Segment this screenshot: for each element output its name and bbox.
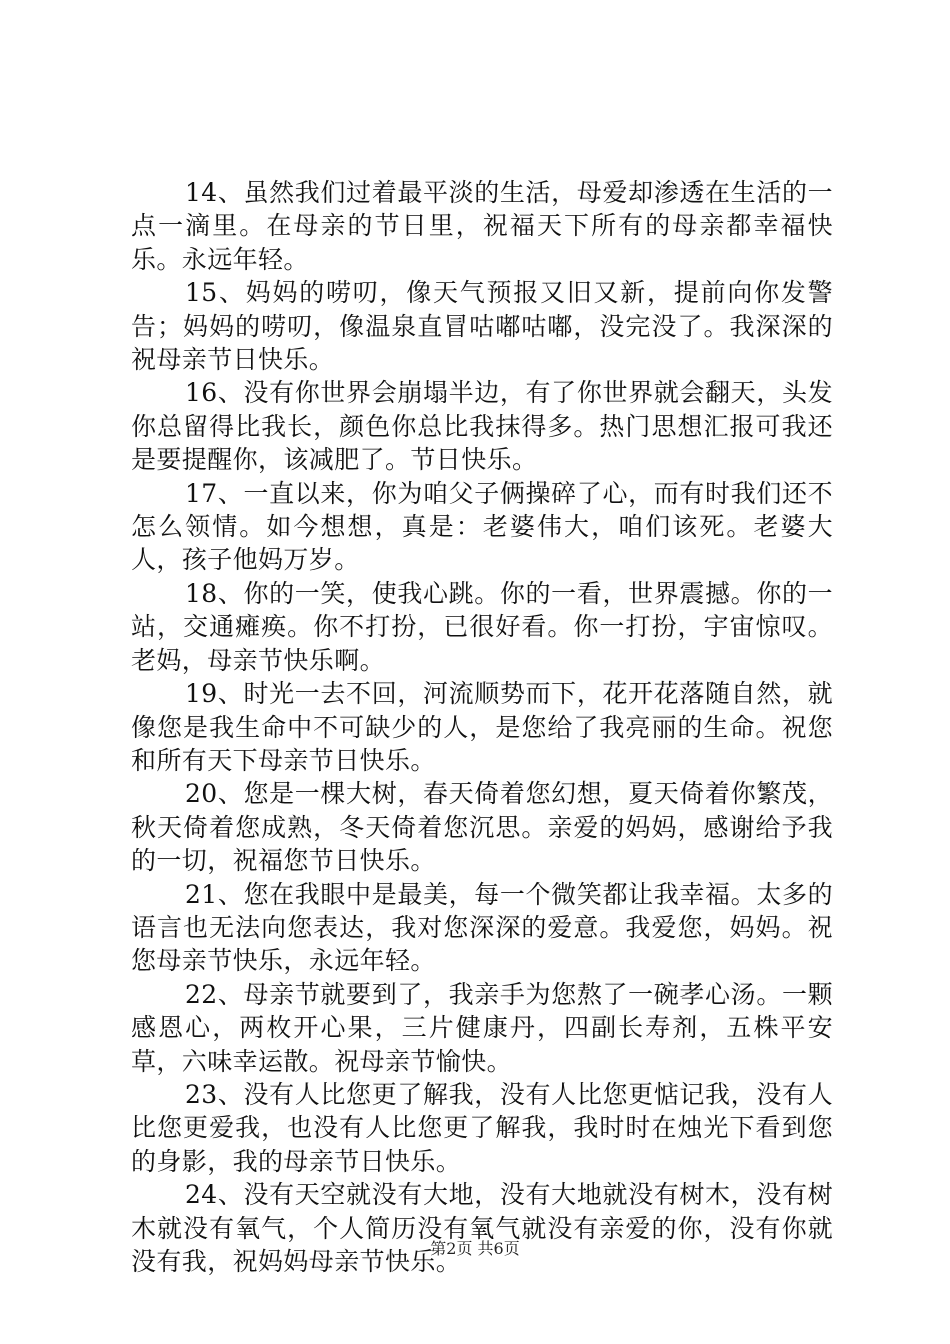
paragraph-21: 21、您在我眼中是最美，每一个微笑都让我幸福。太多的语言也无法向您表达，我对您深深的爱意。我爱您，妈妈。祝您母亲节快乐，永远年轻。: [131, 879, 833, 976]
page-number-footer: 第2页 共6页: [430, 1239, 520, 1258]
paragraph-23: 23、没有人比您更了解我，没有人比您更惦记我，没有人比您更爱我，也没有人比您更了解我，我时时在烛光下看到您的身影，我的母亲节日快乐。: [131, 1079, 833, 1176]
paragraph-19: 19、时光一去不回，河流顺势而下，花开花落随自然，就像您是我生命中不可缺少的人，是您给了我亮丽的生命。祝您和所有天下母亲节日快乐。: [131, 679, 833, 775]
paragraph-18: 18、你的一笑，使我心跳。你的一看，世界震撼。你的一站，交通瘫痪。你不打扮，已很好看。你一打扮，宇宙惊叹。老妈，母亲节快乐啊。: [131, 578, 833, 675]
paragraph-16: 16、没有你世界会崩塌半边，有了你世界就会翻天，头发你总留得比我长，颜色你总比我抹得多。热门思想汇报可我还是要提醒你，该减肥了。节日快乐。: [131, 378, 833, 475]
paragraph-14: 14、虽然我们过着最平淡的生活，母爱却渗透在生活的一点一滴里。在母亲的节日里，祝福天下所有的母亲都幸福快乐。永远年轻。: [131, 178, 833, 274]
paragraph-17: 17、一直以来，你为咱父子俩操碎了心，而有时我们还不怎么领情。如今想想，真是：老婆伟大，咱们该死。老婆大人，孩子他妈万岁。: [131, 478, 833, 575]
paragraph-24: 24、没有天空就没有大地，没有大地就没有树木，没有树木就没有氧气，个人简历没有氧气就没有亲爱的你，没有你就没有我，祝妈妈母亲节快乐。: [131, 1180, 833, 1276]
paragraph-22: 22、母亲节就要到了，我亲手为您熬了一碗孝心汤。一颗感恩心，两枚开心果，三片健康丹，四副长寿剂，五株平安草，六味幸运散。祝母亲节愉快。: [131, 979, 833, 1076]
paragraph-15: 15、妈妈的唠叨，像天气预报又旧又新，提前向你发警告；妈妈的唠叨，像温泉直冒咕嘟咕嘟，没完没了。我深深的祝母亲节日快乐。: [131, 278, 833, 375]
document-body: [131, 176, 833, 1278]
paragraph-20: 20、您是一棵大树，春天倚着您幻想，夏天倚着你繁茂，秋天倚着您成熟，冬天倚着您沉思。亲爱的妈妈，感谢给予我的一切，祝福您节日快乐。: [131, 779, 833, 876]
